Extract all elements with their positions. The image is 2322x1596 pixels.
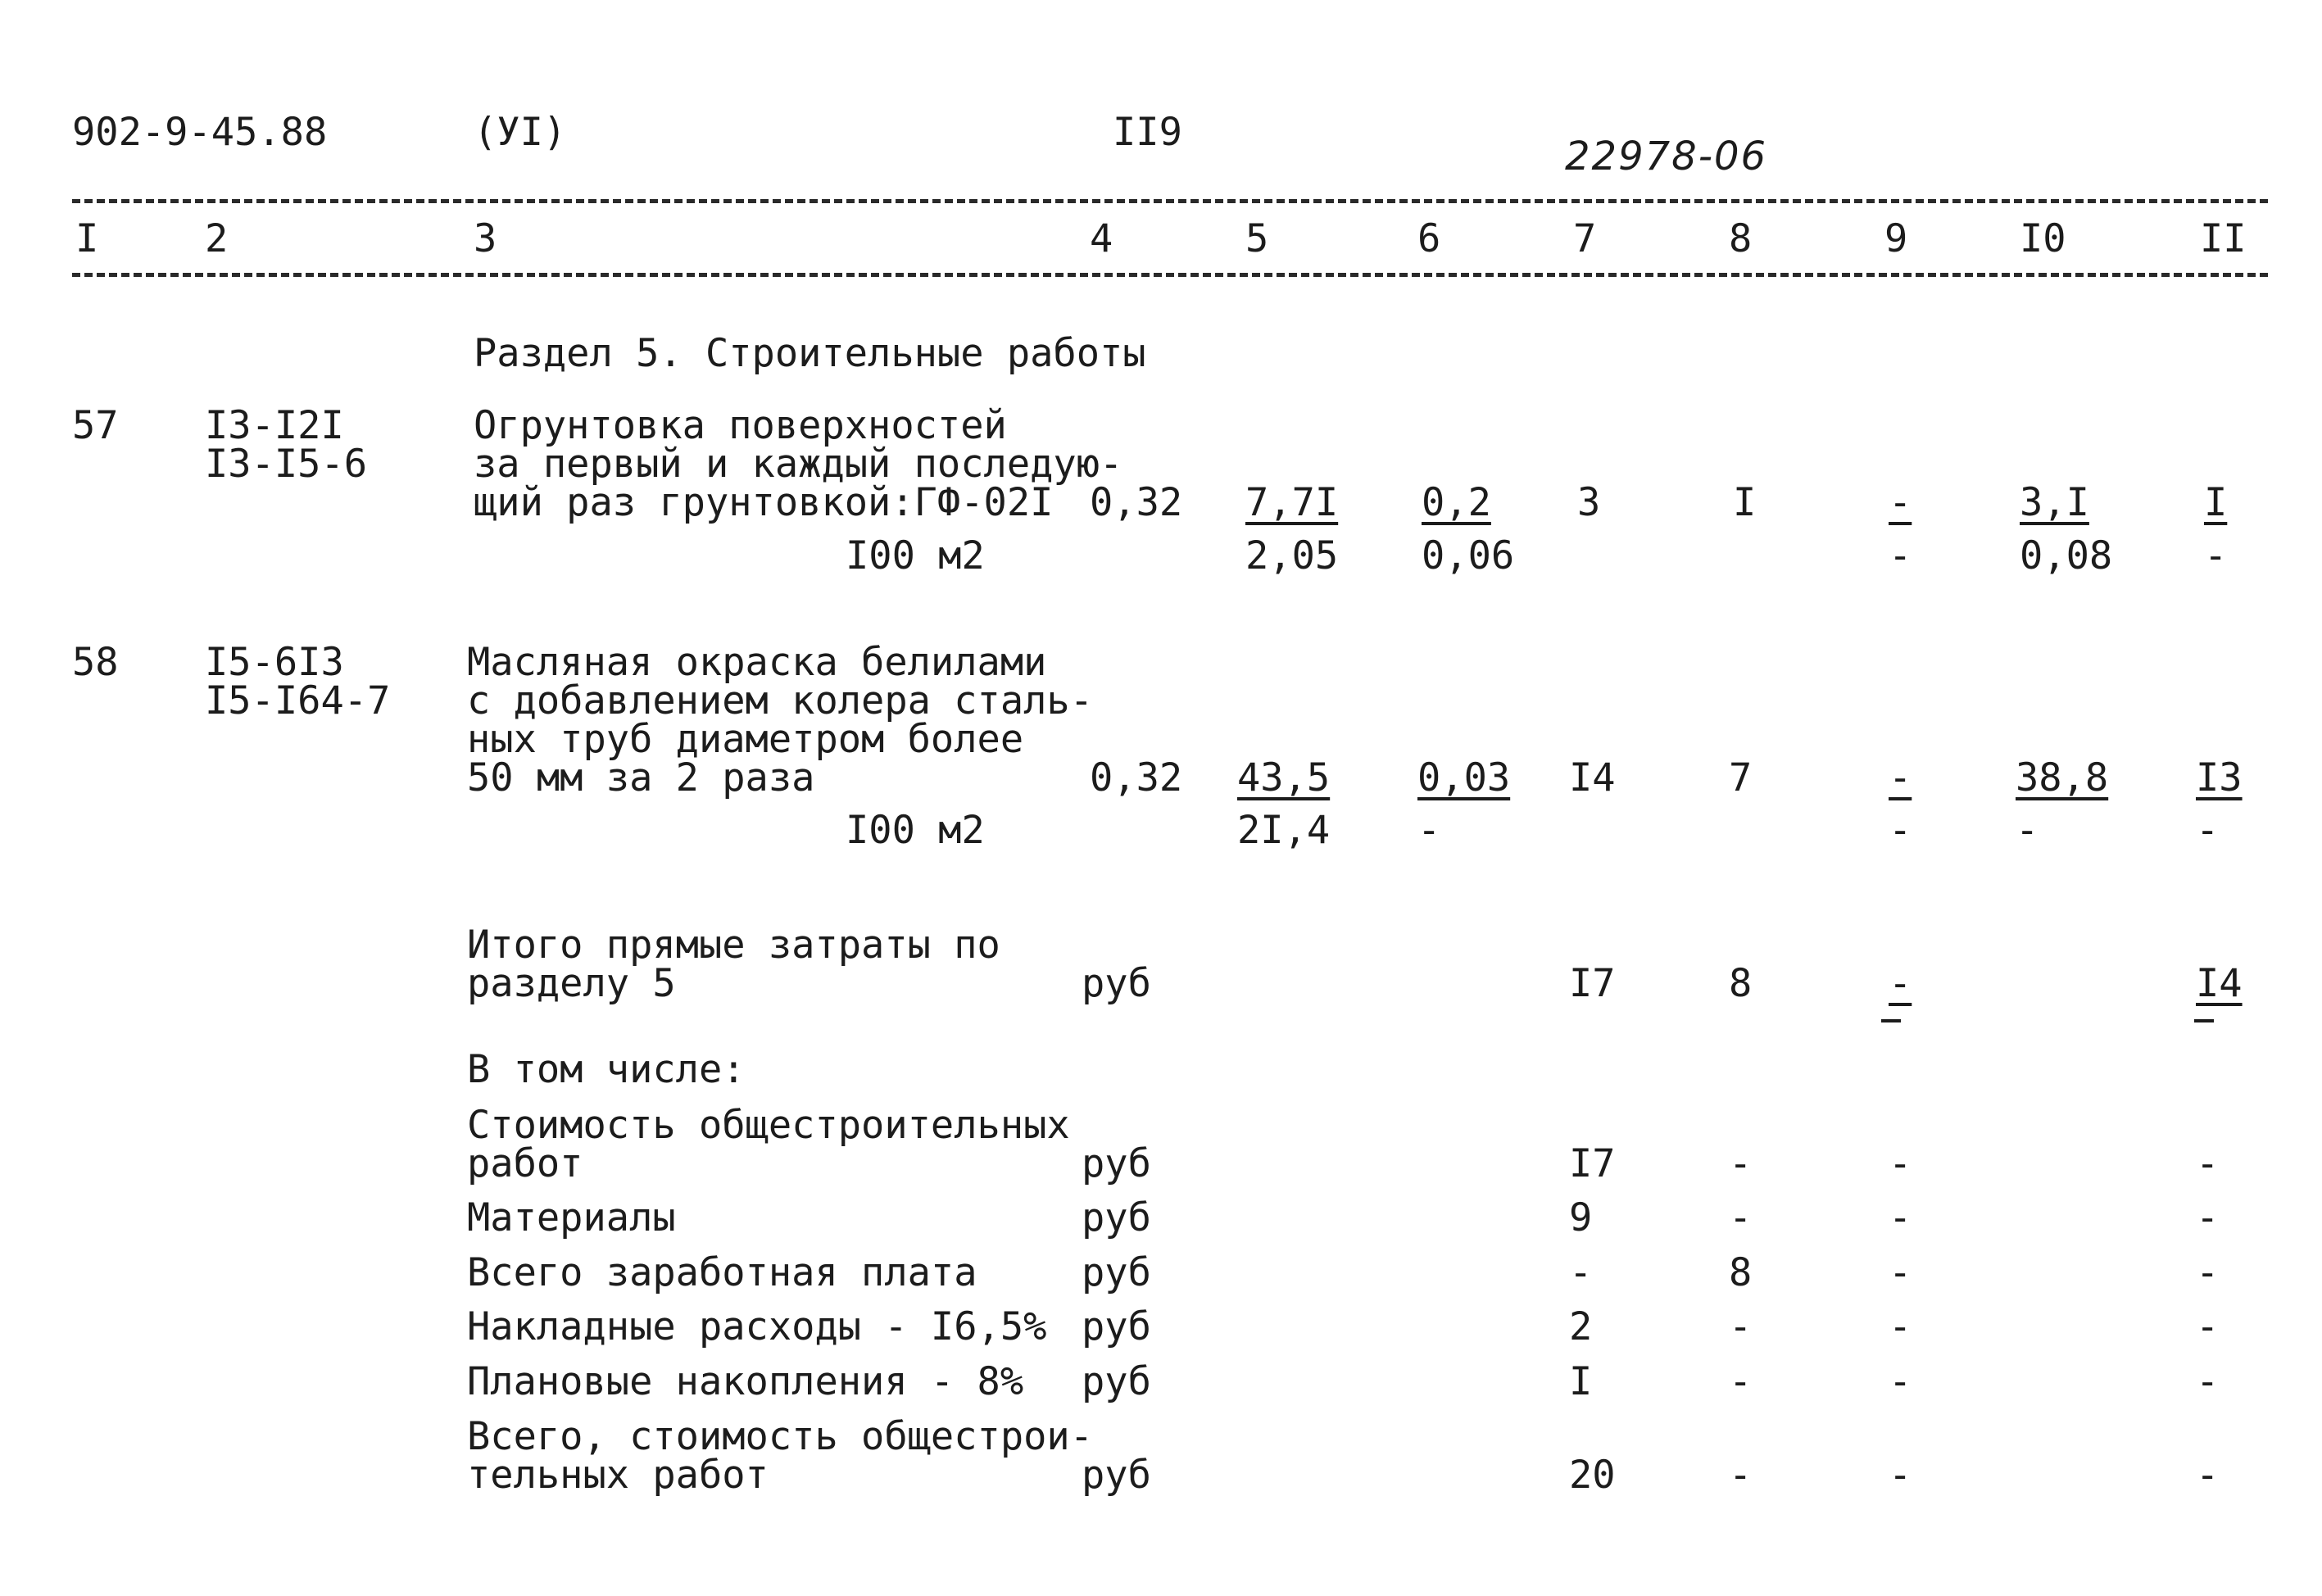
page-number: II9	[1113, 110, 1182, 155]
breakdown-label: Плановые накопления - 8%	[467, 1359, 1024, 1404]
unit-of-measure: руб	[1082, 1195, 1151, 1240]
unit-of-measure: руб	[1082, 1250, 1151, 1295]
description-line: Масляная окраска белилами	[467, 640, 1047, 685]
total-wages: 8	[1729, 961, 1753, 1006]
including-label: В том числе:	[467, 1047, 746, 1092]
column-header: 3	[474, 216, 497, 261]
total-wages: -	[1729, 1453, 1753, 1498]
column-header: 9	[1884, 216, 1908, 261]
unit-of-measure: I00 м2	[846, 808, 985, 853]
total-wages: 7	[1729, 755, 1753, 800]
breakdown-label: Всего заработная плата	[467, 1250, 977, 1295]
breakdown-label: Стоимость общестроительных	[467, 1103, 1070, 1148]
col9-value: -	[1889, 1453, 1912, 1498]
col9-top: -	[1889, 755, 1912, 800]
col11-bottom: -	[2196, 808, 2220, 853]
rate-code: I5-6I3	[205, 640, 344, 685]
unit-of-measure: руб	[1082, 1453, 1151, 1498]
column-header: I0	[2020, 216, 2066, 261]
column-header: 4	[1090, 216, 1113, 261]
column-header: 6	[1417, 216, 1441, 261]
breakdown-label: Накладные расходы - I6,5%	[467, 1304, 1047, 1349]
header-rule-bottom	[72, 273, 2268, 277]
total-cost: 2	[1569, 1304, 1593, 1349]
total-cost: -	[1569, 1250, 1593, 1295]
unit-cost-machine-wages: 0,06	[1422, 533, 1515, 578]
breakdown-label: Материалы	[467, 1195, 676, 1240]
unit-of-measure: руб	[1082, 1141, 1151, 1186]
description-line: с добавлением колера сталь-	[467, 678, 1094, 723]
col10-bottom: -	[2016, 808, 2039, 853]
total-wages: -	[1729, 1359, 1753, 1404]
stamp-number: 22978-06	[1565, 134, 1768, 179]
rate-code: I3-I5-6	[205, 442, 368, 487]
unit-of-measure: руб	[1082, 961, 1151, 1006]
col11-value: -	[2196, 1250, 2220, 1295]
total-wages: -	[1729, 1195, 1753, 1240]
total-cost: I7	[1569, 961, 1616, 1006]
unit-of-measure: руб	[1082, 1359, 1151, 1404]
row-number: 57	[72, 403, 119, 448]
total-wages: I	[1733, 480, 1757, 525]
col9-value: -	[1889, 1141, 1912, 1186]
total-cost: I	[1569, 1359, 1593, 1404]
total-wages: 8	[1729, 1250, 1753, 1295]
total-cost: I4	[1569, 755, 1616, 800]
breakdown-label: Всего, стоимость общестрои-	[467, 1414, 1094, 1459]
unit-cost-wages: 2,05	[1245, 533, 1339, 578]
col11-value: -	[2196, 1195, 2220, 1240]
unit-cost-total: 7,7I	[1245, 480, 1339, 525]
col11-top: I3	[2196, 755, 2243, 800]
col9-bottom: -	[1889, 808, 1912, 853]
unit-of-measure: руб	[1082, 1304, 1151, 1349]
col11-value: -	[2196, 1141, 2220, 1186]
unit-cost-machines: 0,2	[1422, 480, 1491, 525]
total-wages: -	[1729, 1141, 1753, 1186]
rate-code: I5-I64-7	[205, 678, 391, 723]
column-header: 2	[205, 216, 229, 261]
quantity: 0,32	[1090, 755, 1183, 800]
col11-value: -	[2196, 1359, 2220, 1404]
column-header: I	[75, 216, 99, 261]
rate-code: I3-I2I	[205, 403, 344, 448]
unit-cost-machine-wages: -	[1417, 808, 1441, 853]
double-underline-mark	[2194, 1019, 2214, 1022]
description-line: за первый и каждый последую-	[474, 442, 1123, 487]
row-number: 58	[72, 640, 119, 685]
column-header: II	[2200, 216, 2247, 261]
unit-of-measure: I00 м2	[846, 533, 985, 578]
unit-cost-total: 43,5	[1237, 755, 1331, 800]
column-header: 8	[1729, 216, 1753, 261]
col11-value: -	[2196, 1304, 2220, 1349]
double-underline-mark	[1881, 1019, 1901, 1022]
col9-value: -	[1889, 1250, 1912, 1295]
col11-bottom: -	[2204, 533, 2228, 578]
col10-bottom: 0,08	[2020, 533, 2113, 578]
total-cost: I7	[1569, 1141, 1616, 1186]
col9-value: -	[1889, 1304, 1912, 1349]
column-header: 5	[1245, 216, 1269, 261]
col11-top: I	[2204, 480, 2228, 525]
unit-cost-wages: 2I,4	[1237, 808, 1331, 853]
col9-bottom: -	[1889, 533, 1912, 578]
col9-value: -	[1889, 1359, 1912, 1404]
quantity: 0,32	[1090, 480, 1183, 525]
description-line: 50 мм за 2 раза	[467, 755, 815, 800]
total-cost: 3	[1577, 480, 1601, 525]
col11-value: I4	[2196, 961, 2243, 1006]
section-title: Раздел 5. Строительные работы	[474, 331, 1146, 376]
breakdown-label: тельных работ	[467, 1453, 769, 1498]
volume-label: (УI)	[474, 110, 567, 155]
unit-cost-machines: 0,03	[1417, 755, 1511, 800]
total-cost: 9	[1569, 1195, 1593, 1240]
col10-top: 38,8	[2016, 755, 2109, 800]
total-label-line: разделу 5	[467, 961, 676, 1006]
col11-value: -	[2196, 1453, 2220, 1498]
total-cost: 20	[1569, 1453, 1616, 1498]
description-line: ных труб диаметром более	[467, 717, 1024, 762]
col9-value: -	[1889, 961, 1912, 1006]
column-header: 7	[1573, 216, 1597, 261]
breakdown-label: работ	[467, 1141, 583, 1186]
col9-value: -	[1889, 1195, 1912, 1240]
col10-top: 3,I	[2020, 480, 2089, 525]
total-label-line: Итого прямые затраты по	[467, 923, 1000, 968]
doc-code: 902-9-45.88	[72, 110, 328, 155]
col9-top: -	[1889, 480, 1912, 525]
description-line: щий раз грунтовкой:ГФ-02I	[474, 480, 1054, 525]
description-line: Огрунтовка поверхностей	[474, 403, 1007, 448]
total-wages: -	[1729, 1304, 1753, 1349]
header-rule-top	[72, 199, 2268, 203]
